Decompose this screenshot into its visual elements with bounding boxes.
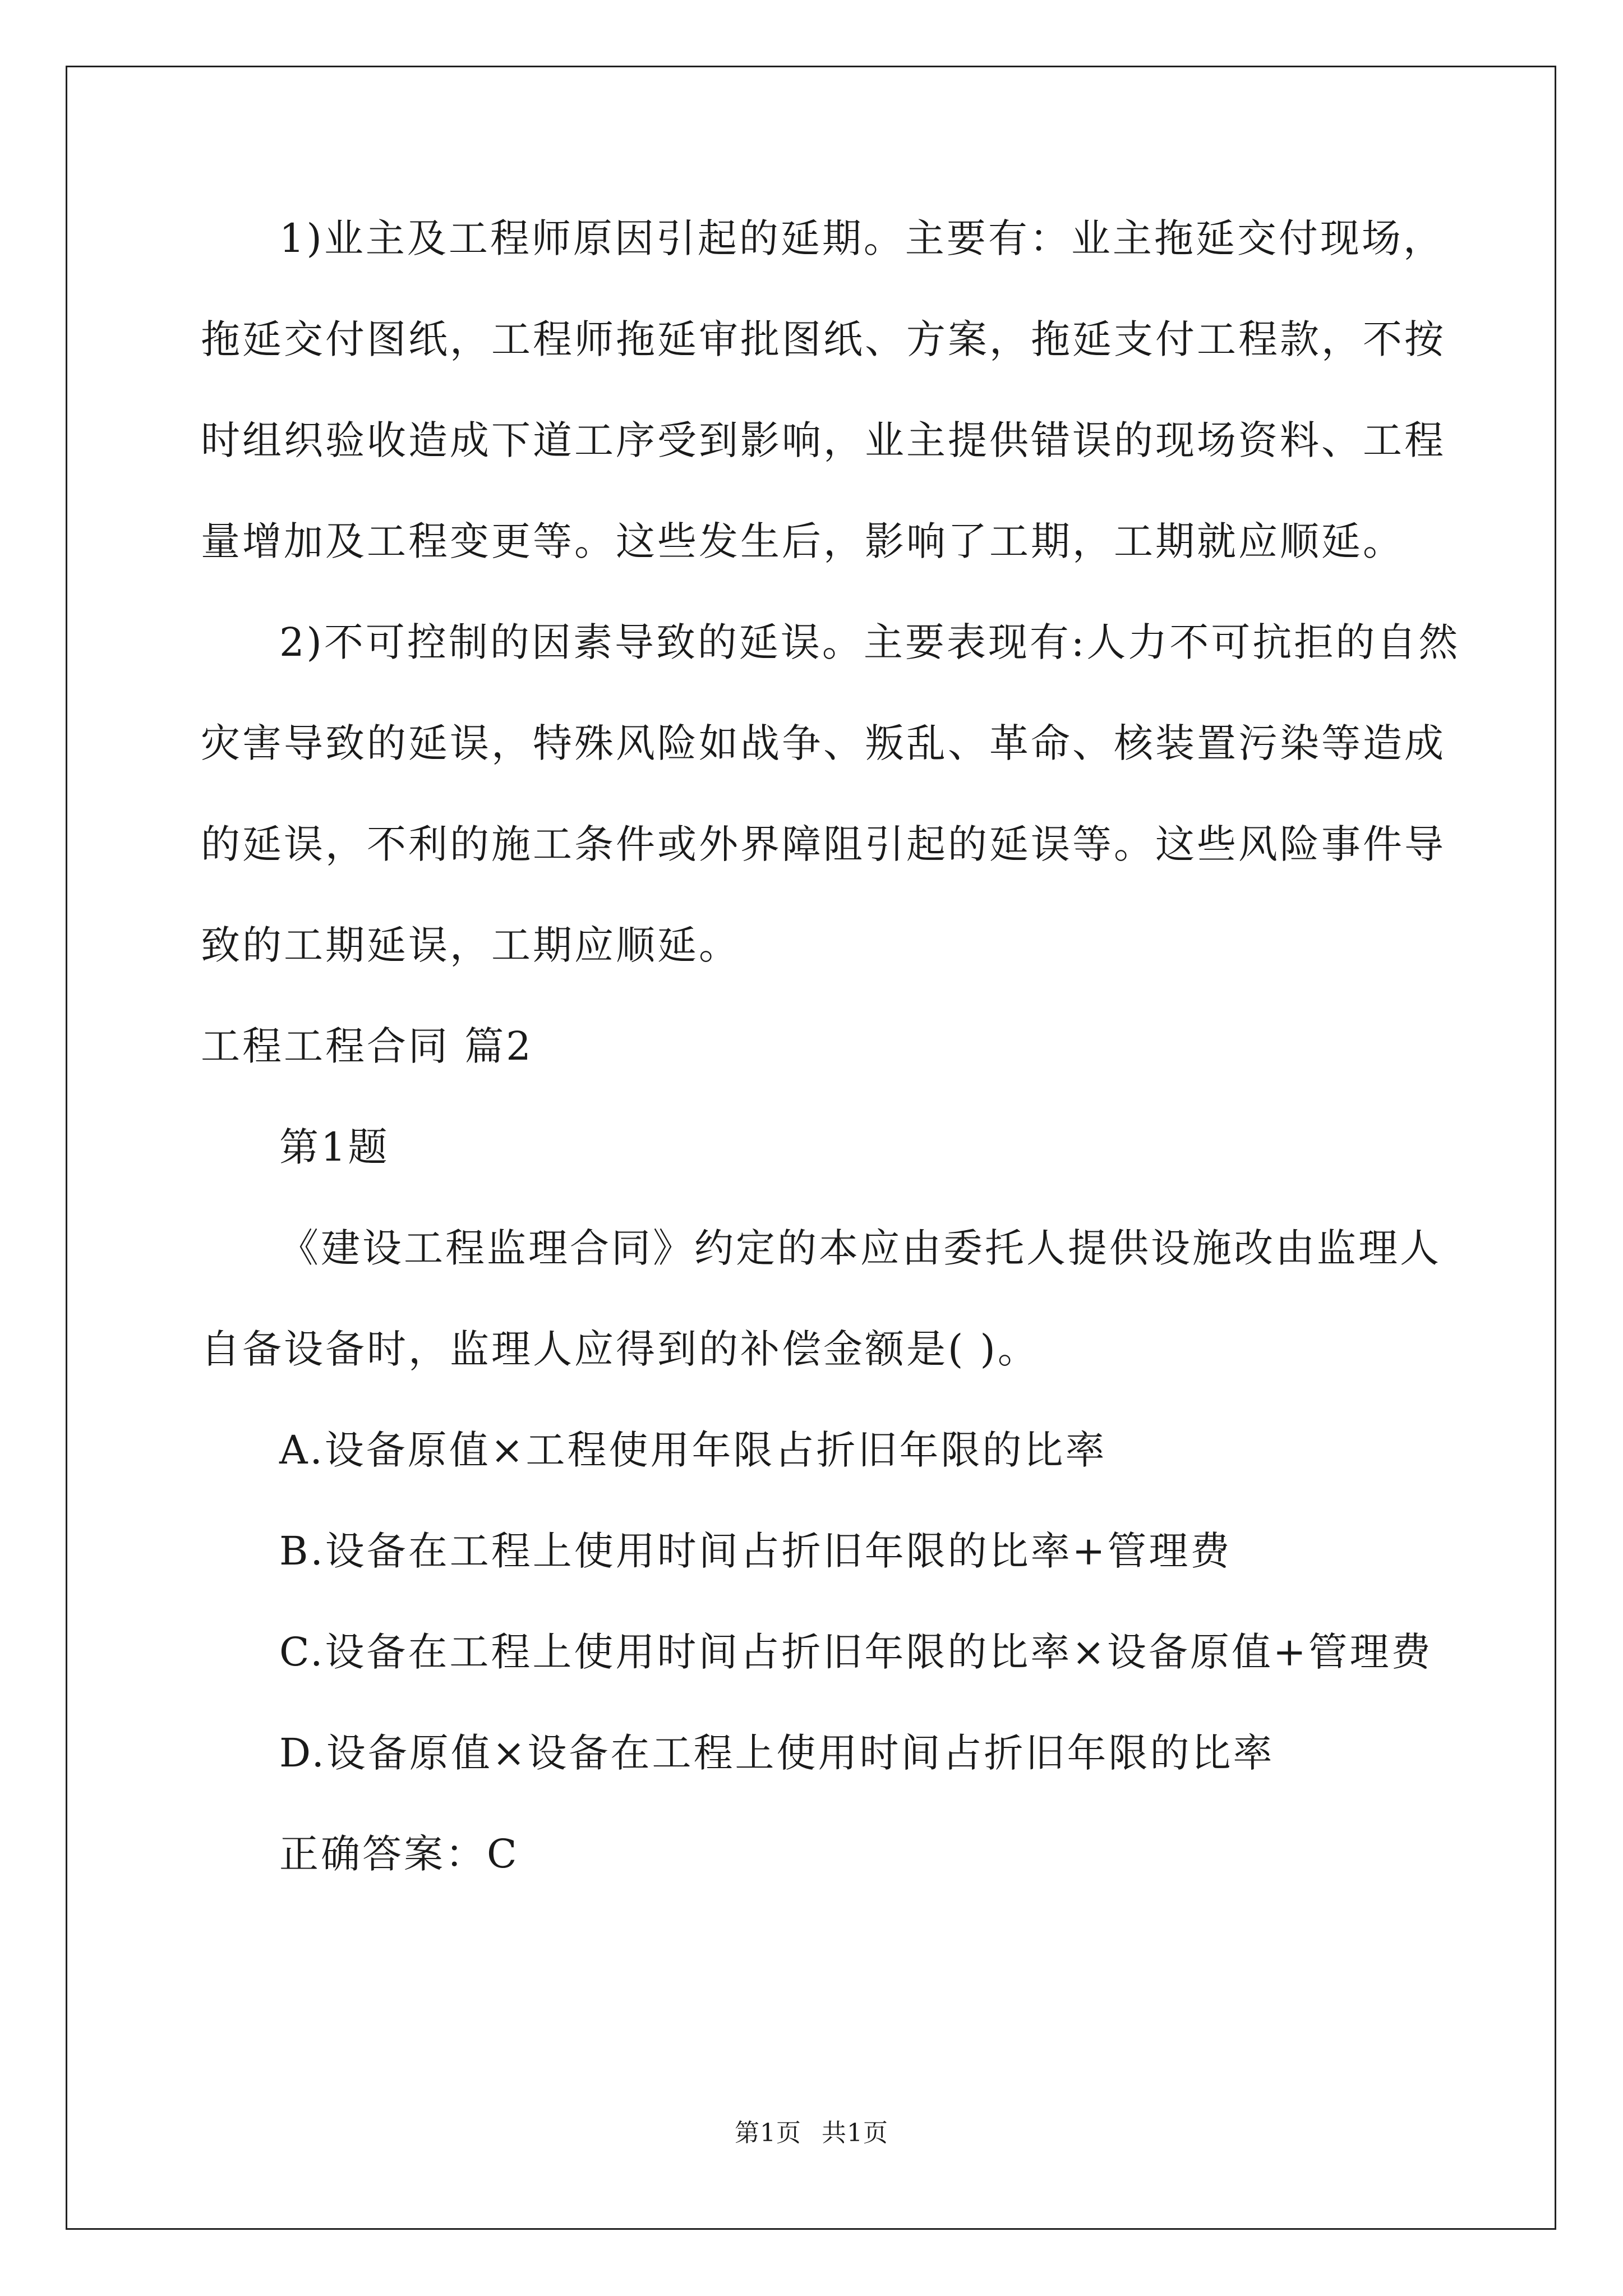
- question-line-1: 《建设工程监理合同》约定的本应由委托人提供设施改由监理人: [279, 1225, 1441, 1271]
- paragraph-1-line-3: 时组织验收造成下道工序受到影响，业主提供错误的现场资料、工程: [201, 417, 1446, 463]
- section-heading: 工程工程合同 篇2: [201, 1023, 533, 1069]
- question-number: 第1题: [279, 1124, 390, 1170]
- option-b: B.设备在工程上使用时间占折旧年限的比率+管理费: [279, 1528, 1232, 1574]
- paragraph-2-line-2: 灾害导致的延误，特殊风险如战争、叛乱、革命、核装置污染等造成: [201, 720, 1446, 766]
- page-total: 共1页: [822, 2119, 888, 2147]
- paragraph-1-line-2: 拖延交付图纸，工程师拖延审批图纸、方案，拖延支付工程款，不按: [201, 316, 1446, 362]
- paragraph-1-line-1: 1)业主及工程师原因引起的延期。主要有：业主拖延交付现场，: [279, 215, 1445, 261]
- page-number: 第1页: [735, 2119, 801, 2147]
- answer: 正确答案：C: [279, 1831, 519, 1877]
- option-c: C.设备在工程上使用时间占折旧年限的比率×设备原值+管理费: [279, 1629, 1433, 1675]
- page-footer: [0, 2118, 1623, 2149]
- paragraph-1-line-4: 量增加及工程变更等。这些发生后，影响了工期，工期就应顺延。: [201, 518, 1404, 564]
- paragraph-2-line-1: 2)不可控制的因素导致的延误。主要表现有:人力不可抗拒的自然: [279, 619, 1460, 665]
- option-d: D.设备原值×设备在工程上使用时间占折旧年限的比率: [279, 1730, 1275, 1776]
- paragraph-2-line-3: 的延误，不利的施工条件或外界障阻引起的延误等。这些风险事件导: [201, 821, 1446, 867]
- question-line-2: 自备设备时，监理人应得到的补偿金额是( )。: [201, 1326, 1039, 1372]
- option-a: A.设备原值×工程使用年限占折旧年限的比率: [279, 1427, 1107, 1473]
- paragraph-2-line-4: 致的工期延误，工期应顺延。: [201, 922, 740, 968]
